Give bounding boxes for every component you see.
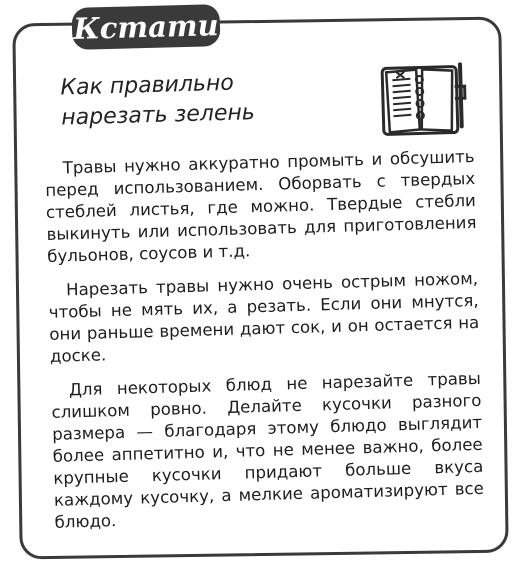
card-body bbox=[44, 146, 485, 546]
paragraph-2: Нарезать травы нужно очень острым ножом, чтобы не мять их, а резать. Если они мнутся, они раньше времени дают сок, и он остается на доске. bbox=[48, 268, 480, 366]
paragraph-1: Травы нужно аккуратно промыть и обсушить перед использованием. Оборвать с твердых стеблей листья, где можно. Твердые стебли выкинуть или использовать для приготовления бульонов, соусов и т.д. bbox=[45, 146, 477, 266]
heading-line-1: Как правильно bbox=[60, 70, 235, 101]
heading-line-2: нарезать зелень bbox=[60, 100, 256, 131]
badge-label: Кстати bbox=[71, 4, 220, 50]
card-heading bbox=[60, 65, 362, 133]
paragraph-3: Для некоторых блюд не нарезайте травы слишком ровно. Делайте кусочки разного размера — благодаря этому блюдо выглядит более аппетитно и, что не менее важно, более крупные кусочки придают больше вкуса каждому кусочку, а мелкие ароматизируют все блюдо. bbox=[51, 368, 485, 532]
planner-notebook-icon bbox=[376, 56, 470, 143]
